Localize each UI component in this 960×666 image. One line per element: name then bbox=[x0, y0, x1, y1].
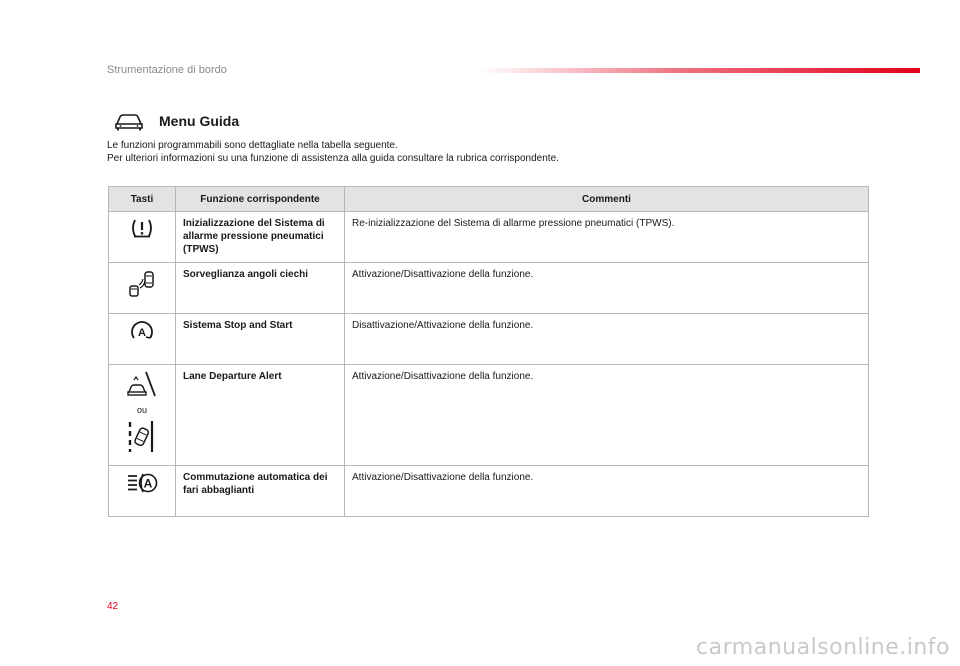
function-name: Sorveglianza angoli ciechi bbox=[176, 263, 345, 314]
header-funzione: Funzione corrispondente bbox=[176, 187, 345, 212]
functions-table bbox=[108, 186, 869, 517]
function-name: Commutazione automatica dei fari abbaglianti bbox=[176, 466, 345, 517]
function-comment: Attivazione/Disattivazione della funzione. bbox=[345, 263, 869, 314]
table-row bbox=[109, 365, 869, 466]
intro-line-1: Le funzioni programmabili sono dettagliate nella tabella seguente. bbox=[107, 140, 398, 151]
key-cell bbox=[109, 263, 176, 314]
function-name: Inizializzazione del Sistema di allarme pressione pneumatici (TPWS) bbox=[176, 212, 345, 263]
blind-spot-icon bbox=[126, 268, 158, 300]
table-row bbox=[109, 212, 869, 263]
watermark: carmanualsonline.info bbox=[696, 635, 950, 660]
menu-heading bbox=[115, 110, 239, 132]
auto-high-beam-icon bbox=[126, 471, 158, 495]
function-name: Lane Departure Alert bbox=[176, 365, 345, 466]
function-name: Sistema Stop and Start bbox=[176, 314, 345, 365]
table-row bbox=[109, 263, 869, 314]
function-comment: Re-inizializzazione del Sistema di allarme pressione pneumatici (TPWS). bbox=[345, 212, 869, 263]
section-title: Strumentazione di bordo bbox=[107, 64, 227, 76]
function-comment: Disattivazione/Attivazione della funzione. bbox=[345, 314, 869, 365]
intro-line-2: Per ulteriori informazioni su una funzione di assistenza alla guida consultare la rubrica corrispondente. bbox=[107, 153, 559, 164]
header-accent-bar bbox=[480, 68, 920, 73]
table-header-row bbox=[109, 187, 869, 212]
car-guidance-icon bbox=[115, 110, 143, 132]
menu-title: Menu Guida bbox=[159, 113, 240, 129]
stop-start-icon bbox=[129, 319, 155, 345]
page-number: 42 bbox=[107, 601, 119, 612]
lane-departure-icon bbox=[126, 370, 158, 398]
table-row bbox=[109, 466, 869, 517]
key-cell bbox=[109, 212, 176, 263]
icon-separator: ou bbox=[136, 405, 147, 415]
tpws-warning-icon bbox=[129, 217, 155, 239]
intro-text bbox=[107, 139, 559, 165]
function-comment: Attivazione/Disattivazione della funzione. bbox=[345, 365, 869, 466]
key-cell bbox=[109, 466, 176, 517]
key-cell bbox=[109, 314, 176, 365]
function-comment: Attivazione/Disattivazione della funzione. bbox=[345, 466, 869, 517]
lane-departure-alt-icon bbox=[126, 419, 158, 453]
key-cell bbox=[109, 365, 176, 466]
svg-text:A: A bbox=[143, 476, 153, 491]
table-row bbox=[109, 314, 869, 365]
header-tasti: Tasti bbox=[109, 187, 176, 212]
header-commenti: Commenti bbox=[345, 187, 869, 212]
svg-text:A: A bbox=[138, 327, 146, 339]
